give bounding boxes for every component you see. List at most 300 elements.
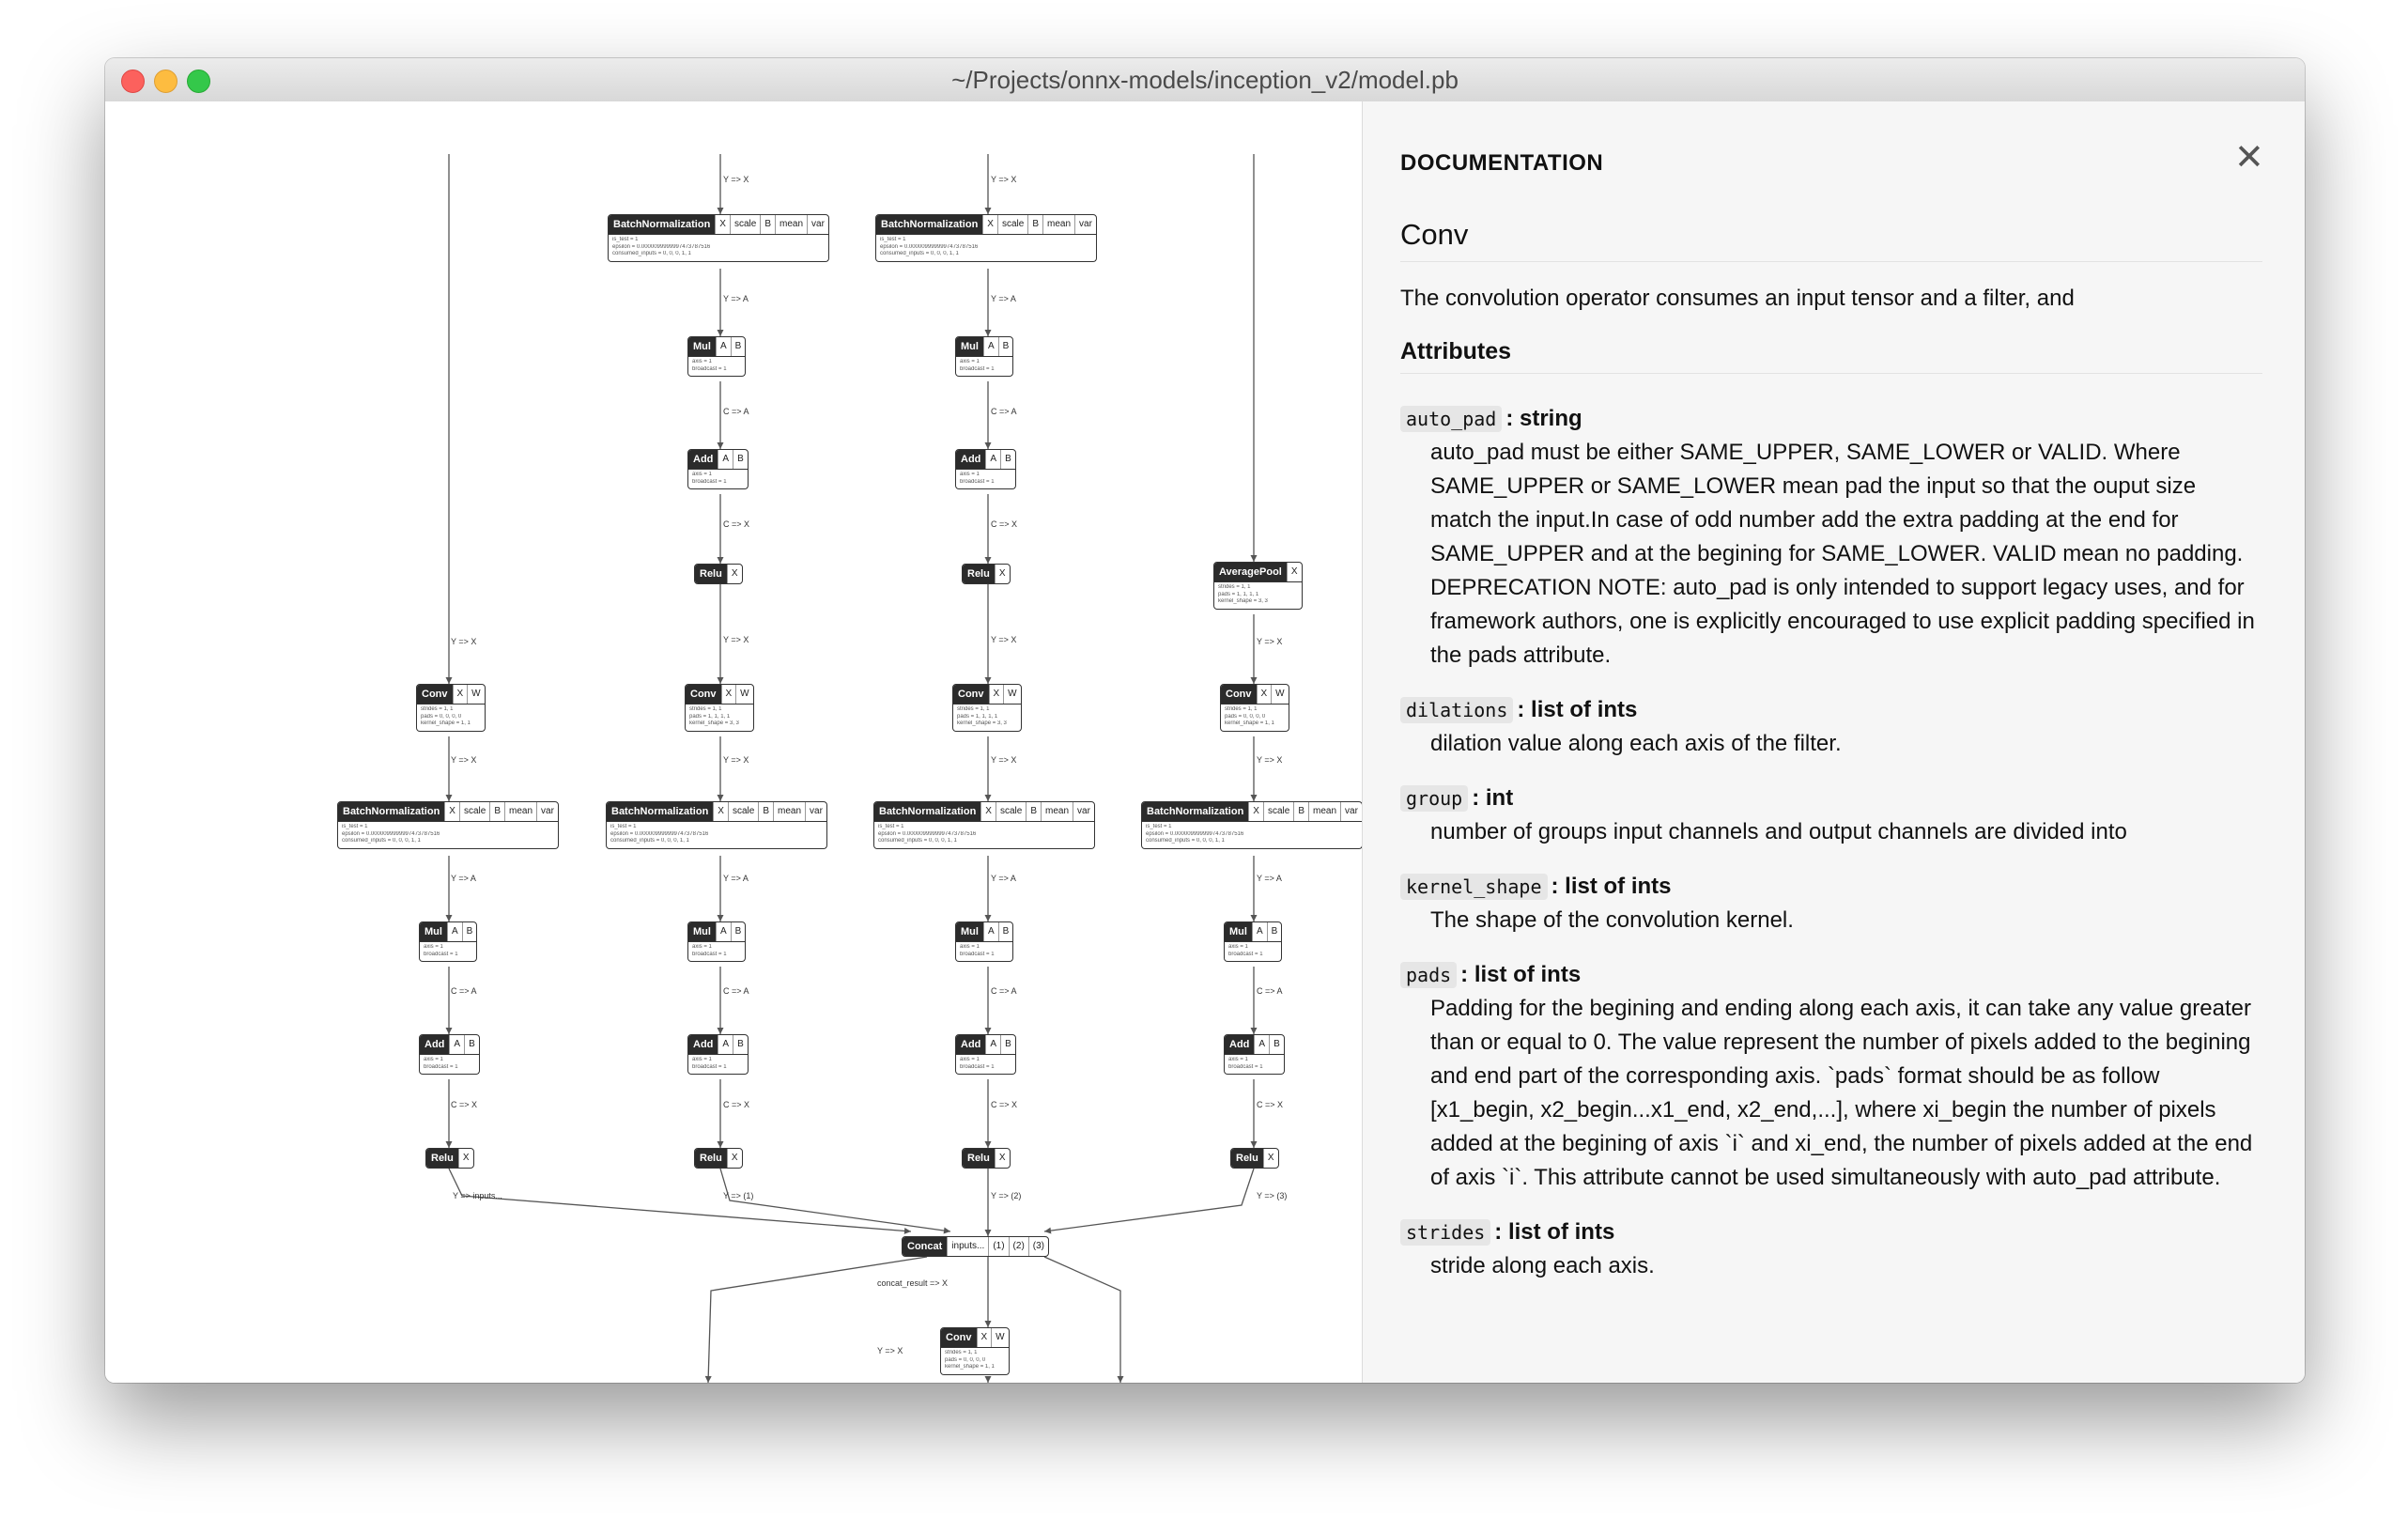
graph-node-relu[interactable]	[425, 1148, 474, 1169]
node-input-label: (3)	[1028, 1237, 1048, 1256]
node-input-label: B	[1027, 215, 1042, 234]
node-attribute: broadcast = 1	[692, 365, 727, 372]
node-input-label: A	[983, 337, 998, 356]
edge-label: Y => X	[991, 635, 1017, 644]
node-attributes	[955, 357, 1013, 377]
edge-arrowhead	[446, 915, 453, 921]
node-input-label: X	[458, 1149, 473, 1168]
node-op-label: Conv	[417, 685, 453, 704]
node-attributes	[416, 705, 486, 732]
node-input-label: A	[447, 922, 462, 941]
node-input-label: mean	[773, 802, 805, 821]
node-header	[940, 1327, 1010, 1348]
node-attribute: consumed_inputs = 0, 0, 0, 1, 1	[610, 838, 689, 844]
node-attribute: strides = 1, 1	[689, 706, 722, 712]
node-input-label: W	[735, 685, 752, 704]
attribute-name-line	[1400, 958, 2262, 992]
attribute-item	[1400, 870, 2262, 937]
node-input-label: X	[727, 565, 742, 583]
edge-arrowhead	[1251, 677, 1258, 684]
node-attributes	[687, 357, 746, 377]
node-input-label: A	[716, 337, 731, 356]
graph-node-mul[interactable]	[1224, 921, 1282, 962]
node-header	[337, 801, 559, 822]
node-op-label: Relu	[1231, 1149, 1263, 1168]
node-input-label: B	[1000, 1035, 1015, 1054]
node-input-label: (2)	[1009, 1237, 1028, 1256]
node-input-label: X	[1248, 802, 1263, 821]
node-attribute: pads = 0, 0, 0, 0	[945, 1356, 986, 1363]
node-input-label: X	[715, 215, 730, 234]
graph-node-conv[interactable]	[952, 684, 1022, 732]
node-input-label: X	[721, 685, 736, 704]
node-input-label: B	[733, 450, 748, 469]
edge-arrowhead	[985, 1230, 992, 1236]
graph-node-concat[interactable]	[902, 1236, 1049, 1257]
attribute-item	[1400, 782, 2262, 849]
graph-edge	[1044, 1169, 1254, 1231]
graph-node-mul[interactable]	[955, 921, 1013, 962]
node-op-label: Relu	[963, 1149, 995, 1168]
graph-node-relu[interactable]	[694, 1148, 743, 1169]
documentation-header: DOCUMENTATION	[1400, 150, 1604, 176]
attribute-item	[1400, 1216, 2262, 1283]
node-input-label: var	[807, 215, 828, 234]
node-input-label: X	[995, 1149, 1010, 1168]
node-op-label: BatchNormalization	[1142, 802, 1248, 821]
node-input-label: X	[1263, 1149, 1278, 1168]
node-op-label: Add	[956, 1035, 985, 1054]
model-graph-canvas[interactable]	[105, 101, 1362, 1383]
node-attribute: strides = 1, 1	[1218, 584, 1251, 590]
node-input-label: var	[805, 802, 826, 821]
node-input-label: (1)	[988, 1237, 1008, 1256]
node-attribute: axis = 1	[424, 1057, 443, 1062]
edge-label: C => X	[723, 519, 750, 529]
edge-label: C => X	[1257, 1100, 1284, 1109]
node-attribute: axis = 1	[692, 944, 712, 950]
node-attributes	[685, 705, 754, 732]
edge-label: Y => X	[451, 755, 477, 765]
node-attribute: axis = 1	[692, 359, 712, 364]
node-attribute: broadcast = 1	[960, 951, 995, 957]
edge-arrowhead	[985, 1028, 992, 1034]
node-input-label: B	[731, 337, 746, 356]
graph-node-batchnormalization[interactable]	[873, 801, 1095, 849]
node-input-label: W	[991, 1328, 1008, 1347]
node-attribute: broadcast = 1	[692, 1063, 727, 1070]
edge-arrowhead	[1251, 795, 1258, 801]
edge-arrowhead	[446, 795, 453, 801]
node-attribute: epsilon = 0.0000099999997473787516	[612, 243, 711, 250]
node-attribute: pads = 1, 1, 1, 1	[689, 713, 731, 720]
node-input-label: var	[1074, 215, 1096, 234]
node-op-label: AveragePool	[1214, 563, 1287, 581]
graph-edge	[449, 1169, 911, 1231]
node-header	[419, 1034, 480, 1055]
node-attribute: axis = 1	[424, 944, 443, 950]
node-input-label: A	[1252, 922, 1267, 941]
node-attribute: consumed_inputs = 0, 0, 0, 1, 1	[1146, 838, 1225, 844]
edge-arrowhead	[1251, 1141, 1258, 1148]
graph-node-averagepool[interactable]	[1213, 562, 1303, 610]
node-attributes	[608, 235, 829, 262]
graph-node-add[interactable]	[687, 1034, 749, 1075]
node-op-label: Mul	[956, 337, 983, 356]
edge-label: C => A	[991, 407, 1017, 416]
node-op-label: Concat	[903, 1237, 947, 1256]
node-header	[873, 801, 1095, 822]
node-attribute: is_test = 1	[1146, 824, 1172, 829]
attribute-type: : list of ints	[1517, 697, 1638, 722]
node-attributes	[1224, 1055, 1285, 1075]
node-attributes	[419, 942, 477, 962]
node-attribute: epsilon = 0.0000099999997473787516	[880, 243, 979, 250]
node-header	[875, 214, 1097, 235]
node-attribute: kernel_shape = 3, 3	[1218, 598, 1268, 604]
node-attributes	[1224, 942, 1282, 962]
node-header	[687, 336, 746, 357]
attribute-description: stride along each axis.	[1430, 1253, 1655, 1278]
node-attribute: kernel_shape = 1, 1	[945, 1364, 995, 1370]
node-header	[1220, 684, 1289, 705]
node-attribute: broadcast = 1	[692, 478, 727, 485]
window-title: ~/Projects/onnx-models/inception_v2/model.pb	[951, 66, 1459, 94]
edge-arrowhead	[985, 1321, 992, 1327]
node-input-label: mean	[1041, 802, 1073, 821]
graph-edge	[708, 1257, 927, 1383]
node-attribute: kernel_shape = 3, 3	[957, 720, 1007, 726]
node-header	[955, 449, 1016, 470]
node-attribute: broadcast = 1	[960, 1063, 995, 1070]
node-attributes	[955, 470, 1016, 489]
node-attribute: broadcast = 1	[960, 478, 995, 485]
attribute-name-line	[1400, 782, 2262, 815]
graph-node-add[interactable]	[955, 1034, 1016, 1075]
attribute-name: strides	[1400, 1219, 1490, 1246]
node-attribute: axis = 1	[692, 472, 712, 477]
node-input-label: mean	[1308, 802, 1340, 821]
node-header	[687, 1034, 749, 1055]
graph-node-add[interactable]	[419, 1034, 480, 1075]
node-input-label: B	[758, 802, 773, 821]
node-attribute: pads = 1, 1, 1, 1	[1218, 591, 1259, 597]
node-attribute: axis = 1	[960, 359, 980, 364]
graph-node-batchnormalization[interactable]	[608, 214, 829, 262]
node-input-label: scale	[728, 802, 758, 821]
attribute-description: Padding for the begining and ending along each axis, it can take any value greater than or equal to 0. The value represent the number of pixels added to the begining and end part of the corresponding axis. `pads` format should be as follow [x1_begin, x2_begin...x1_end, x2_end,...], where xi_begin the number of pixels added at the begining of axis `i` and xi_end, the number of pixels added at the end of axis `i`. This attribute cannot be used simultaneously with auto_pad attribute.	[1430, 996, 2253, 1190]
node-op-label: Add	[420, 1035, 449, 1054]
node-input-label: X	[713, 802, 728, 821]
node-input-label: A	[718, 1035, 733, 1054]
node-attribute: strides = 1, 1	[957, 706, 990, 712]
edge-label: Y => A	[451, 874, 476, 883]
graph-node-add[interactable]	[1224, 1034, 1285, 1075]
attributes-heading: Attributes	[1400, 338, 2262, 374]
node-attribute: epsilon = 0.0000099999997473787516	[610, 830, 709, 837]
attribute-type: : string	[1505, 406, 1582, 431]
node-attribute: is_test = 1	[612, 237, 639, 242]
node-attribute: axis = 1	[1228, 944, 1248, 950]
node-op-label: Mul	[688, 922, 716, 941]
graph-node-mul[interactable]	[955, 336, 1013, 377]
node-attribute: broadcast = 1	[692, 951, 727, 957]
graph-node-mul[interactable]	[419, 921, 477, 962]
edge-label: Y => A	[991, 294, 1016, 303]
attribute-type: : list of ints	[1460, 962, 1582, 987]
edge-label: Y => X	[991, 755, 1017, 765]
edge-label: C => A	[991, 986, 1017, 996]
attribute-name: kernel_shape	[1400, 874, 1548, 900]
node-op-label: Relu	[426, 1149, 458, 1168]
node-attribute: kernel_shape = 3, 3	[689, 720, 739, 726]
node-attribute: epsilon = 0.0000099999997473787516	[1146, 830, 1244, 837]
node-input-label: X	[982, 215, 997, 234]
node-attribute: axis = 1	[960, 1057, 980, 1062]
graph-node-relu[interactable]	[1230, 1148, 1279, 1169]
edge-label: concat_result => X	[877, 1278, 949, 1288]
node-input-label: A	[985, 1035, 1000, 1054]
node-header	[694, 564, 743, 584]
node-attribute: consumed_inputs = 0, 0, 0, 1, 1	[612, 251, 691, 256]
node-header	[1230, 1148, 1279, 1169]
node-attribute: broadcast = 1	[960, 365, 995, 372]
node-input-label: inputs...	[947, 1237, 988, 1256]
node-header	[606, 801, 827, 822]
graph-node-conv[interactable]	[1220, 684, 1289, 732]
node-header	[1141, 801, 1363, 822]
node-op-label: Conv	[1221, 685, 1257, 704]
edge-label: C => A	[1257, 986, 1283, 996]
edge-arrowhead	[705, 1376, 712, 1383]
edge-label: Y => X	[451, 637, 477, 646]
node-input-label: X	[980, 802, 996, 821]
node-op-label: BatchNormalization	[609, 215, 715, 234]
graph-node-add[interactable]	[687, 449, 749, 489]
graph-node-relu[interactable]	[962, 564, 1011, 584]
edge-arrowhead	[1118, 1376, 1124, 1383]
edge-arrowhead	[718, 1141, 724, 1148]
graph-node-batchnormalization[interactable]	[1141, 801, 1363, 849]
attribute-name: dilations	[1400, 697, 1513, 723]
node-input-label: B	[464, 1035, 479, 1054]
node-attribute: is_test = 1	[878, 824, 904, 829]
close-icon[interactable]: ✕	[2234, 138, 2264, 178]
edge-label: Y => A	[991, 874, 1016, 883]
node-input-label: B	[1026, 802, 1041, 821]
node-op-label: Relu	[963, 565, 995, 583]
node-attributes	[873, 822, 1095, 849]
node-input-label: var	[1073, 802, 1094, 821]
edge-arrowhead	[985, 795, 992, 801]
node-header	[962, 564, 1011, 584]
node-op-label: Relu	[695, 565, 727, 583]
node-op-label: Mul	[1225, 922, 1252, 941]
graph-node-relu[interactable]	[962, 1148, 1011, 1169]
node-op-label: Add	[688, 450, 718, 469]
attribute-item	[1400, 402, 2262, 673]
node-header	[955, 336, 1013, 357]
edge-arrowhead	[718, 442, 724, 449]
node-input-label: W	[1271, 685, 1288, 704]
edge-arrowhead	[985, 915, 992, 921]
app-window	[105, 58, 2305, 1383]
attribute-name-line	[1400, 870, 2262, 904]
node-attribute: strides = 1, 1	[1225, 706, 1258, 712]
graph-node-mul[interactable]	[687, 336, 746, 377]
graph-node-relu[interactable]	[694, 564, 743, 584]
node-header	[1213, 562, 1303, 582]
edge-label: Y => X	[877, 1346, 903, 1355]
node-header	[608, 214, 829, 235]
attribute-description: dilation value along each axis of the filter.	[1430, 731, 1842, 756]
edge-arrowhead	[718, 795, 724, 801]
node-attribute: epsilon = 0.0000099999997473787516	[878, 830, 977, 837]
node-attribute: strides = 1, 1	[421, 706, 454, 712]
edge-arrowhead	[985, 1376, 992, 1383]
node-op-label: Add	[956, 450, 985, 469]
node-header	[687, 921, 746, 942]
edge-arrowhead	[1251, 555, 1258, 562]
node-header	[694, 1148, 743, 1169]
attribute-name: pads	[1400, 962, 1457, 988]
node-op-label: Conv	[686, 685, 721, 704]
node-header	[425, 1148, 474, 1169]
node-op-label: BatchNormalization	[876, 215, 982, 234]
edge-arrowhead	[985, 557, 992, 564]
edge-arrowhead	[718, 1028, 724, 1034]
node-attribute: is_test = 1	[880, 237, 906, 242]
node-input-label: A	[1254, 1035, 1269, 1054]
node-op-label: BatchNormalization	[338, 802, 444, 821]
node-attribute: is_test = 1	[342, 824, 368, 829]
edge-label: C => A	[451, 986, 477, 996]
node-attribute: broadcast = 1	[424, 951, 458, 957]
edge-label: Y => X	[723, 175, 749, 184]
node-input-label: var	[1340, 802, 1362, 821]
node-header	[1224, 921, 1282, 942]
attribute-item	[1400, 693, 2262, 761]
edge-label: Y => (2)	[991, 1191, 1022, 1200]
node-attribute: strides = 1, 1	[945, 1350, 978, 1355]
edge-label: Y => A	[1257, 874, 1282, 883]
edge-arrowhead	[718, 208, 724, 214]
node-header	[1224, 1034, 1285, 1055]
node-attribute: broadcast = 1	[424, 1063, 458, 1070]
node-attribute: pads = 1, 1, 1, 1	[957, 713, 998, 720]
node-input-label: X	[989, 685, 1004, 704]
node-input-label: W	[1003, 685, 1020, 704]
node-input-label: B	[1293, 802, 1308, 821]
node-header	[419, 921, 477, 942]
node-input-label: B	[462, 922, 477, 941]
edge-label: Y => (3)	[1257, 1191, 1288, 1200]
node-op-label: Relu	[695, 1149, 727, 1168]
edge-arrowhead	[1044, 1228, 1051, 1234]
node-attribute: pads = 0, 0, 0, 0	[1225, 713, 1266, 720]
edge-arrowhead	[718, 677, 724, 684]
node-input-label: X	[995, 565, 1010, 583]
node-input-label: B	[489, 802, 504, 821]
node-op-label: Mul	[688, 337, 716, 356]
node-input-label: X	[444, 802, 459, 821]
graph-node-batchnormalization[interactable]	[337, 801, 559, 849]
node-input-label: scale	[730, 215, 760, 234]
graph-node-mul[interactable]	[687, 921, 746, 962]
node-input-label: X	[453, 685, 468, 704]
attribute-name-line	[1400, 402, 2262, 436]
node-input-label: mean	[1042, 215, 1074, 234]
documentation-panel	[1362, 101, 2305, 1383]
node-op-label: Mul	[956, 922, 983, 941]
attribute-type: : int	[1472, 785, 1514, 811]
node-input-label: scale	[996, 802, 1026, 821]
node-attributes	[687, 1055, 749, 1075]
attribute-type: : list of ints	[1494, 1219, 1615, 1245]
node-header	[687, 449, 749, 470]
graph-edge	[720, 1169, 950, 1231]
node-input-label: X	[977, 1328, 992, 1347]
node-input-label: A	[983, 922, 998, 941]
node-attribute: kernel_shape = 1, 1	[421, 720, 471, 726]
edge-label: Y => X	[1257, 637, 1283, 646]
attribute-description: number of groups input channels and output channels are divided into	[1430, 819, 2127, 844]
edge-label: C => X	[723, 1100, 750, 1109]
node-op-label: Conv	[941, 1328, 977, 1347]
graph-edge	[1044, 1257, 1120, 1383]
graph-node-conv[interactable]	[940, 1327, 1010, 1375]
edge-label: Y => X	[723, 635, 749, 644]
node-op-label: Conv	[953, 685, 989, 704]
edge-arrowhead	[985, 442, 992, 449]
node-attributes	[687, 470, 749, 489]
node-attribute: is_test = 1	[610, 824, 637, 829]
node-input-label: B	[998, 337, 1013, 356]
node-attributes	[875, 235, 1097, 262]
node-attribute: epsilon = 0.0000099999997473787516	[342, 830, 440, 837]
node-op-label: Mul	[420, 922, 447, 941]
edge-arrowhead	[944, 1228, 950, 1234]
node-op-label: BatchNormalization	[874, 802, 980, 821]
node-input-label: X	[1257, 685, 1272, 704]
edge-arrowhead	[985, 677, 992, 684]
edge-label: Y => A	[723, 294, 749, 303]
node-input-label: scale	[1263, 802, 1293, 821]
graph-node-batchnormalization[interactable]	[875, 214, 1097, 262]
graph-node-batchnormalization[interactable]	[606, 801, 827, 849]
node-input-label: B	[1269, 1035, 1284, 1054]
node-attributes	[337, 822, 559, 849]
node-attribute: broadcast = 1	[1228, 1063, 1263, 1070]
edge-label: Y => X	[1257, 755, 1283, 765]
edge-label: C => X	[991, 1100, 1018, 1109]
graph-node-add[interactable]	[955, 449, 1016, 489]
graph-node-conv[interactable]	[685, 684, 754, 732]
node-header	[952, 684, 1022, 705]
node-attributes	[955, 1055, 1016, 1075]
node-attributes	[952, 705, 1022, 732]
node-op-label: Add	[1225, 1035, 1254, 1054]
node-attributes	[1213, 582, 1303, 610]
attribute-name-line	[1400, 1216, 2262, 1249]
attribute-type: : list of ints	[1551, 874, 1672, 899]
node-header	[962, 1148, 1011, 1169]
title-bar	[105, 58, 2305, 102]
node-op-label: Add	[688, 1035, 718, 1054]
edge-arrowhead	[446, 677, 453, 684]
node-input-label: B	[760, 215, 775, 234]
graph-node-conv[interactable]	[416, 684, 486, 732]
